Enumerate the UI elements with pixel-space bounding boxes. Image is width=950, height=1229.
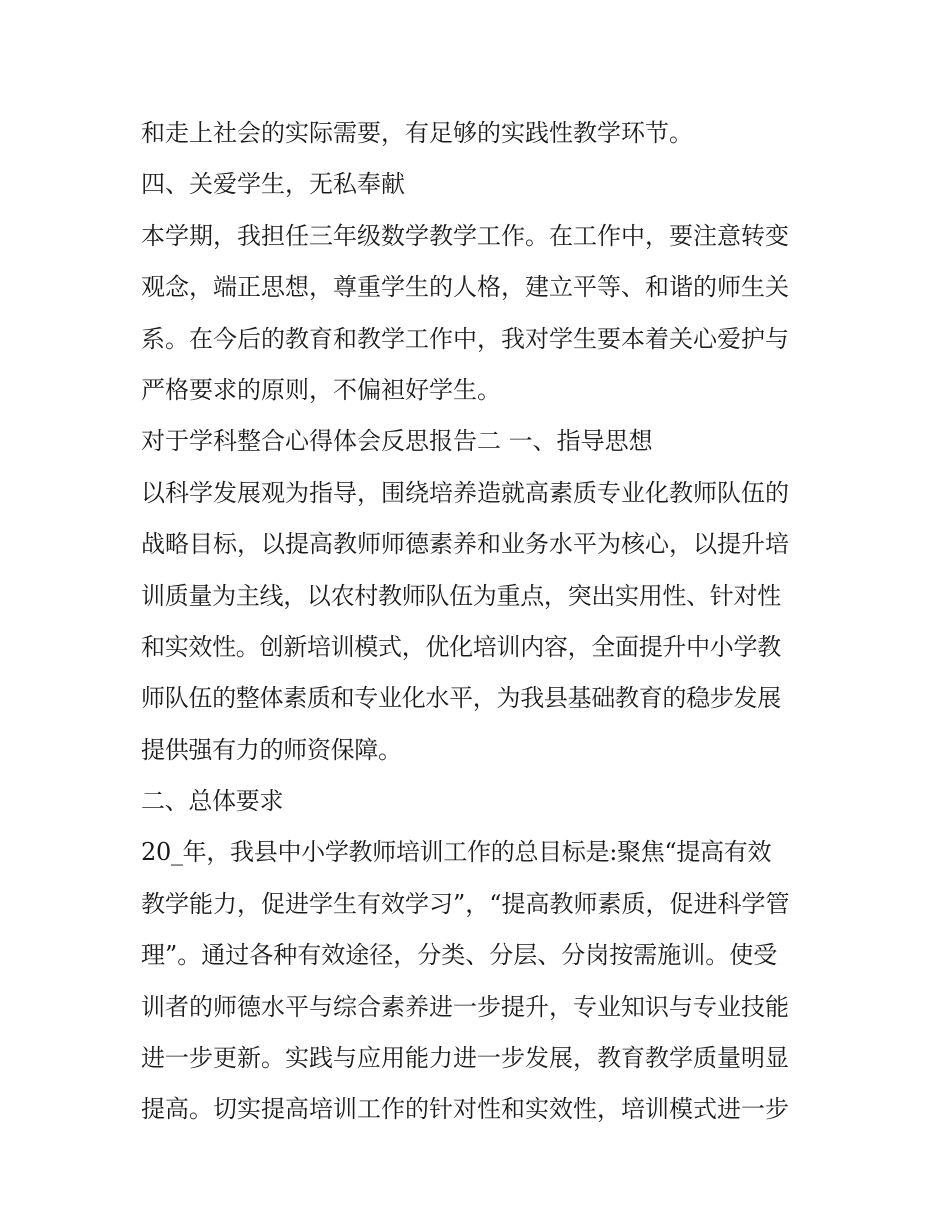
text-line: 训质量为主线，以农村教师队伍为重点，突出实用性、针对性 — [141, 581, 781, 610]
text-line: 严格要求的原则，不偏袒好学生。 — [141, 375, 501, 404]
text-line: 以科学发展观为指导，围绕培养造就高素质专业化教师队伍的 — [141, 478, 789, 507]
section-heading: 二、总体要求 — [141, 787, 284, 816]
text-line: 和实效性。创新培训模式，优化培训内容，全面提升中小学教 — [141, 632, 781, 661]
text-line: 和走上社会的实际需要，有足够的实践性教学环节。 — [141, 119, 693, 147]
text-line: 本学期，我担任三年级数学教学工作。在工作中，要注意转变 — [141, 221, 789, 250]
text-line: 训者的师德水平与综合素养进一步提升，专业知识与专业技能 — [141, 992, 789, 1021]
section-heading: 对于学科整合心得体会反思报告二 一、指导思想 — [141, 427, 653, 456]
text-line: 系。在今后的教育和教学工作中，我对学生要本着关心爱护与 — [141, 324, 789, 353]
document-body — [141, 108, 821, 1136]
text-line: 理”。通过各种有效途径，分类、分层、分岗按需施训。使受 — [141, 941, 778, 970]
text-line: 师队伍的整体素质和专业化水平，为我县基础教育的稳步发展 — [141, 684, 781, 713]
text-line: 提供强有力的师资保障。 — [141, 735, 402, 764]
text-line: 战略目标，以提高教师师德素养和业务水平为核心，以提升培 — [141, 530, 789, 559]
section-heading: 四、关爱学生，无私奉献 — [141, 170, 405, 199]
text-line: 进一步更新。实践与应用能力进一步发展，教育教学质量明显 — [141, 1044, 789, 1073]
text-line: 提高。切实提高培训工作的针对性和实效性，培训模式进一步 — [141, 1095, 789, 1124]
text-line: 观念，端正思想，尊重学生的人格，建立平等、和谐的师生关 — [141, 273, 789, 302]
text-line: 20_年，我县中小学教师培训工作的总目标是:聚焦“提高有效 — [141, 838, 772, 867]
text-line: 教学能力，促进学生有效学习”，“提高教师素质，促进科学管 — [141, 889, 790, 918]
